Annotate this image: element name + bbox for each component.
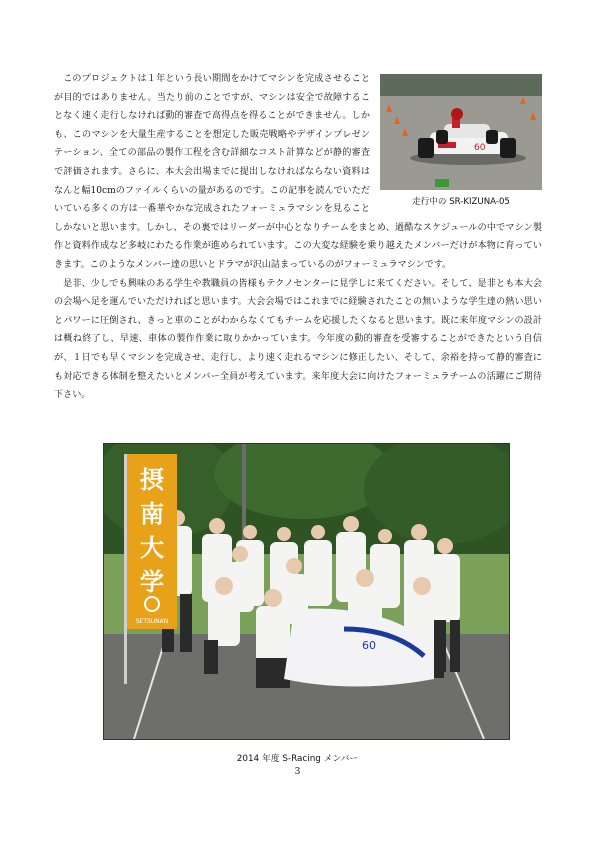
team-photo-caption: 2014 年度 S-Racing メンバー xyxy=(236,754,359,764)
banner-char-2: 南 xyxy=(140,500,164,528)
team-photo-frame xyxy=(103,443,510,740)
car-photo-caption: 走行中の SR-KIZUNA-05 xyxy=(412,197,510,207)
paragraph-1: このプロジェクトは１年という長い期間をかけてマシンを完成させることが目的ではありません。当たり前のことですが、マシンは安全で故障することなく速く走行しなければ動的審査で高得点を得ることができません。しかも、このマシンを大量生産することを想定した販売戦略やデザインプレゼンテーション、全ての部品の製作工程を含む詳細なコスト計算などが静的審査で評価されます。さらに、本大会出場までに提出しなければならない資料はなんと幅10cmのファイルくらいの量があるのです。この記事を読んでいただいている多くの方は一番華やかな完成されたフォーミュラマシンを見ることしかないと思います。しかし、その裏ではリーダーが中心となりチームをまとめ、過酷なスケジュールの中でマシン製作と資料作成など多岐にわたる作業が進められています。この大変な経験を乗り越えたメンバーだけが本物に育っていきます。このようなメンバー達の思いとドラマが沢山詰まっているのがフォーミュラマシンです。 xyxy=(54,74,542,270)
racing-car-photo xyxy=(380,74,542,190)
article-body xyxy=(54,70,542,405)
team-members-photo xyxy=(104,444,509,739)
banner-char-1: 摂 xyxy=(140,466,164,494)
car-photo-figure xyxy=(380,74,542,209)
banner-char-4: 学 xyxy=(140,568,164,596)
banner-logo-text: SETSUNAN xyxy=(135,618,169,625)
page-number: 3 xyxy=(294,767,301,777)
car-number-label: 60 xyxy=(474,143,486,153)
team-car-number-label: 60 xyxy=(362,639,376,652)
paragraph-2: 是非、少しでも興味のある学生や教職員の皆様もテクノセンターに見学しに来てください。そして、是非とも本大会の会場へ足を運んでいただければと思います。大会会場ではこれまでに経験されたことの無いような学生達の熱い思いとパワーに圧倒され、きっと車のことがわからなくてもチームを応援したくなると思います。既に来年度マシンの設計は概ね終了し、早速、車体の製作作業に取りかかっています。今年度の動的審査を受審することができたという自信が、１日でも早くマシンを完成させ、走行し、より速く走れるマシンに修正したい、そして、余裕を持って静的審査にも対応できる体制を整えたいとメンバー全員が考えています。来年度大会に向けたフォーミュラチームの活躍にご期待下さい。 xyxy=(54,278,542,401)
banner-char-3: 大 xyxy=(140,534,164,562)
